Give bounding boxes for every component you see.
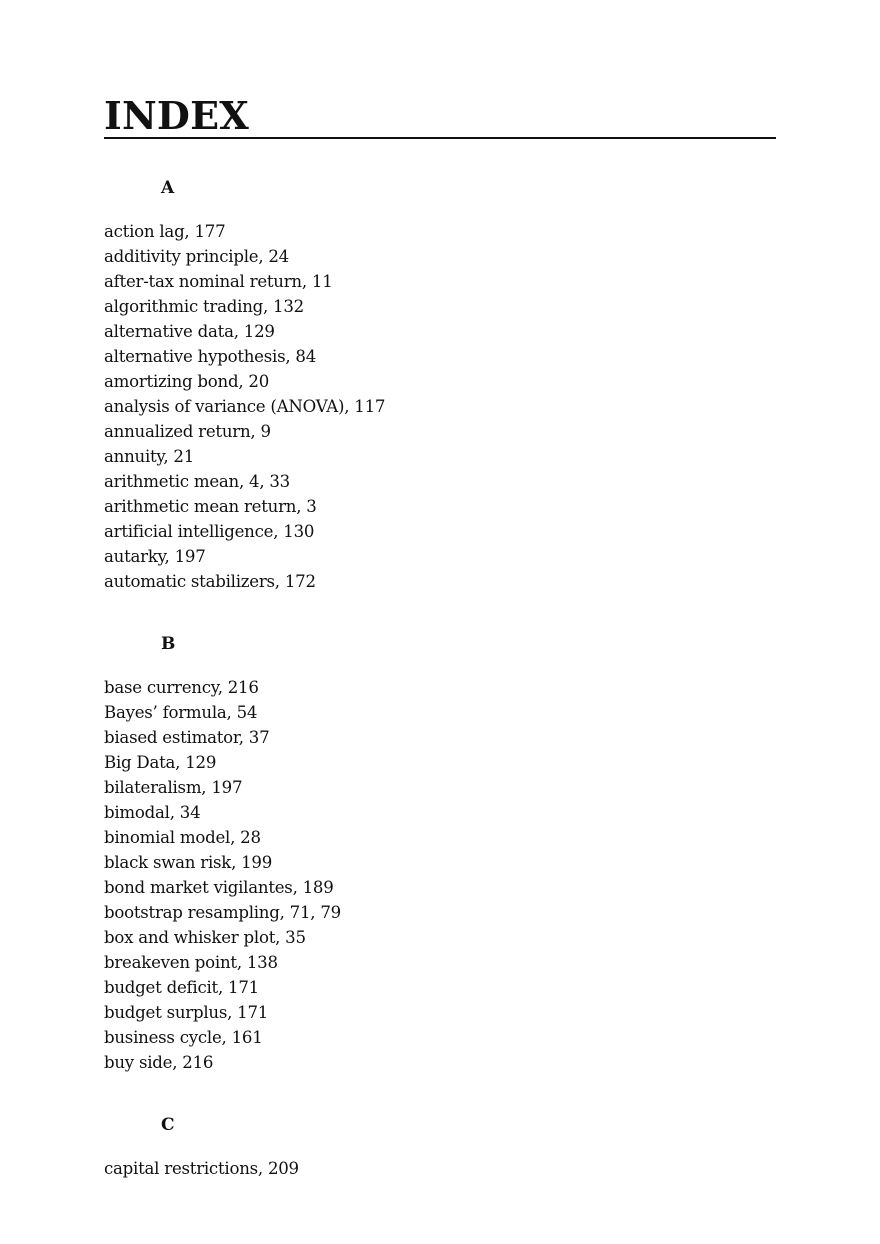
index-entry: action lag, 177	[104, 222, 226, 241]
index-entry: annuity, 21	[104, 447, 195, 466]
section-letter: A	[161, 178, 175, 198]
index-section-c	[104, 1115, 776, 1181]
index-entry: annualized return, 9	[104, 422, 271, 441]
index-entry: box and whisker plot, 35	[104, 928, 306, 947]
index-entry: Bayes’ formula, 54	[104, 703, 258, 722]
index-entry: buy side, 216	[104, 1053, 214, 1072]
index-entry: bootstrap resampling, 71, 79	[104, 903, 341, 922]
index-entry: base currency, 216	[104, 678, 259, 697]
index-entry: algorithmic trading, 132	[104, 297, 304, 316]
index-entry: additivity principle, 24	[104, 247, 289, 266]
index-entry: automatic stabilizers, 172	[104, 572, 316, 591]
index-entry: bilateralism, 197	[104, 778, 243, 797]
index-entry: biased estimator, 37	[104, 728, 270, 747]
index-entry: binomial model, 28	[104, 828, 261, 847]
index-entry: arithmetic mean return, 3	[104, 497, 317, 516]
section-letter: B	[161, 634, 176, 654]
index-entry: breakeven point, 138	[104, 953, 278, 972]
index-entry: capital restrictions, 209	[104, 1159, 299, 1178]
entry-list	[104, 1156, 776, 1181]
index-entry: amortizing bond, 20	[104, 372, 269, 391]
index-entry: artificial intelligence, 130	[104, 522, 315, 541]
entry-list	[104, 219, 776, 594]
section-letter: C	[161, 1115, 175, 1135]
index-entry: bond market vigilantes, 189	[104, 878, 334, 897]
index-entry: alternative hypothesis, 84	[104, 347, 316, 366]
index-entry: analysis of variance (ANOVA), 117	[104, 397, 386, 416]
index-entry: autarky, 197	[104, 547, 206, 566]
index-page	[104, 94, 776, 1181]
index-entry: budget deficit, 171	[104, 978, 259, 997]
entry-list	[104, 675, 776, 1075]
index-entry: Big Data, 129	[104, 753, 217, 772]
index-entry: black swan risk, 199	[104, 853, 273, 872]
index-entry: after-tax nominal return, 11	[104, 272, 333, 291]
index-entry: business cycle, 161	[104, 1028, 263, 1047]
index-section-a	[104, 178, 776, 594]
index-entry: arithmetic mean, 4, 33	[104, 472, 290, 491]
index-entry: budget surplus, 171	[104, 1003, 269, 1022]
index-section-b	[104, 634, 776, 1075]
index-entry: alternative data, 129	[104, 322, 275, 341]
page-title: INDEX	[104, 93, 249, 138]
index-entry: bimodal, 34	[104, 803, 201, 822]
